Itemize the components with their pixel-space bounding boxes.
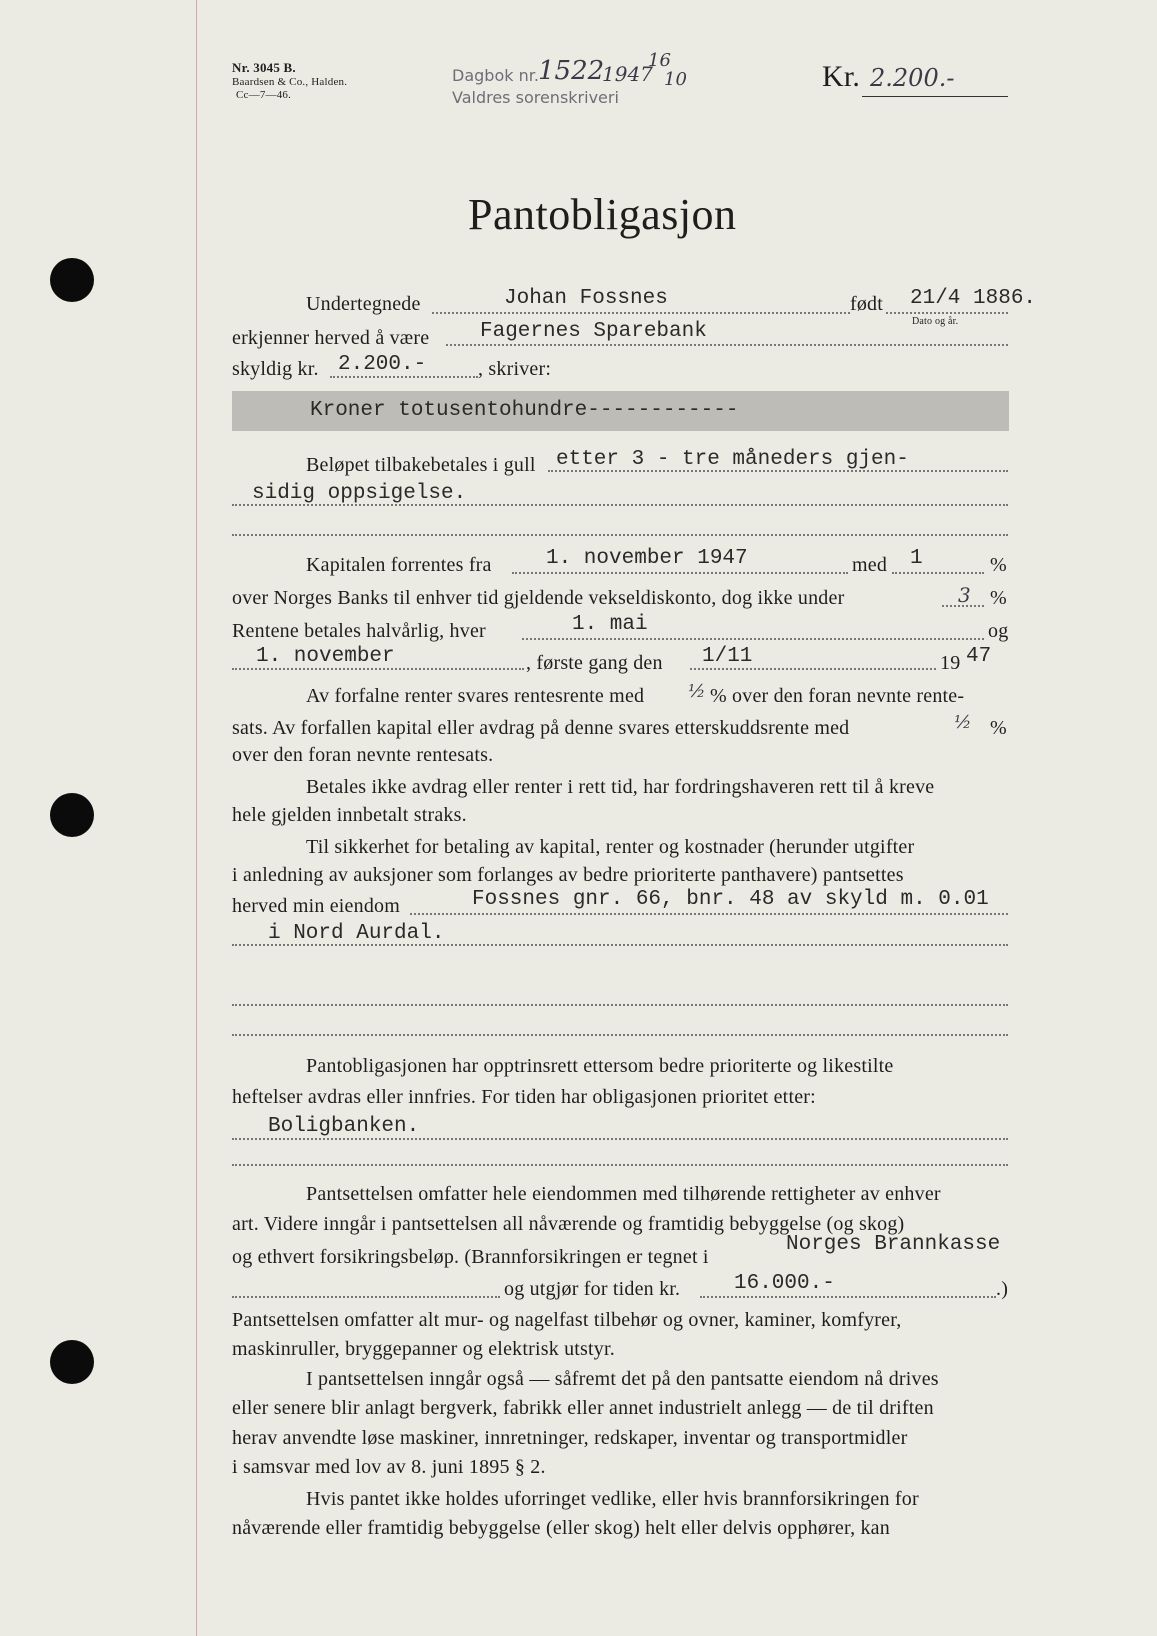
margin-line <box>196 0 197 1636</box>
body-text: Betales ikke avdrag eller renter i rett tid, har fordringshaveren rett til å kreve <box>306 776 935 798</box>
dotted-line <box>232 534 1008 536</box>
document-title: Pantobligasjon <box>468 190 737 239</box>
body-text: I pantsettelsen inngår også — såfremt det på den pantsatte eiendom nå drives <box>306 1368 939 1390</box>
repayment-line1: etter 3 - tre måneders gjen- <box>556 448 909 471</box>
repayment-line2: sidig oppsigelse. <box>252 482 467 505</box>
body-text: Pantsettelsen omfatter hele eiendommen med tilhørende rettigheter av enhver <box>306 1183 941 1205</box>
amount-suffix: , skriver: <box>478 358 552 380</box>
dagbok-year: 1947 <box>602 62 653 86</box>
dotted-line <box>232 944 1008 946</box>
body-text: herav anvendte løse maskiner, innretninger, redskaper, inventar og transportmidler <box>232 1427 908 1449</box>
debtor-name: Johan Fossnes <box>504 287 668 310</box>
body-text: Hvis pantet ikke holdes uforringet vedlike, eller hvis brannforsikringen for <box>306 1488 919 1510</box>
kr-underline <box>862 96 1008 97</box>
first-payment-label: , første gang den <box>526 652 663 674</box>
body-text: Pantobligasjonen har opptrinsrett ettersom bedre prioriterte og likestilte <box>306 1055 894 1077</box>
body-text: og utgjør for tiden kr. <box>504 1278 681 1300</box>
body-text: og ethvert forsikringsbeløp. (Brannforsikringen er tegnet i <box>232 1246 709 1268</box>
dotted-line <box>232 1164 1008 1166</box>
body-text: .) <box>996 1278 1009 1300</box>
dotted-line <box>232 1296 500 1298</box>
compound-rate: ½ <box>688 681 706 702</box>
med-label: med <box>852 554 888 576</box>
body-text: % <box>990 717 1007 739</box>
form-number: Nr. 3045 B. <box>232 60 296 75</box>
year-prefix: 19 <box>940 652 961 674</box>
body-text: i samsvar med lov av 8. juni 1895 § 2. <box>232 1456 546 1478</box>
min-rate: 3 <box>958 583 971 607</box>
body-text: eller senere blir anlagt bergverk, fabrikk eller annet industrielt anlegg — de til driften <box>232 1397 934 1419</box>
amount-value: 2.200.- <box>338 353 427 376</box>
body-text: % over den foran nevnte rente- <box>710 685 965 707</box>
creditor-name: Fagernes Sparebank <box>480 320 707 343</box>
dotted-line <box>232 668 524 670</box>
payment-date2: 1. november <box>256 645 395 668</box>
office-stamp: Valdres sorenskriveri <box>452 88 619 107</box>
body-text: art. Videre inngår i pantsettelsen all nåværende og framtidig bebyggelse (og skog) <box>232 1213 905 1235</box>
overdue-rate: ½ <box>954 712 972 733</box>
body-text: nåværende eller framtidig bebyggelse (eller skog) helt eller delvis opphører, kan <box>232 1517 890 1539</box>
date-numerator: 16 <box>648 50 671 71</box>
dotted-line <box>232 1034 1008 1036</box>
dotted-line <box>446 344 1008 346</box>
punch-hole <box>50 1340 94 1384</box>
property-description: Fossnes gnr. 66, bnr. 48 av skyld m. 0.01 <box>472 888 989 911</box>
interest-from: 1. november 1947 <box>546 547 748 570</box>
body-text: hele gjelden innbetalt straks. <box>232 804 467 826</box>
first-payment-date: 1/11 <box>702 645 753 668</box>
og-label: og <box>988 620 1009 642</box>
repayment-label: Beløpet tilbakebetales i gull <box>306 454 536 476</box>
body-text: over den foran nevnte rentesats. <box>232 744 494 766</box>
interest-line2: over Norges Banks til enhver tid gjeldende vekseldiskonto, dog ikke under <box>232 587 845 609</box>
payment-date1: 1. mai <box>572 613 648 636</box>
percent-sign: % <box>990 554 1007 576</box>
body-text: Til sikkerhet for betaling av kapital, renter og kostnader (herunder utgifter <box>306 836 915 858</box>
body-text: herved min eiendom <box>232 895 400 917</box>
insurer-name: Norges Brannkasse <box>786 1233 1001 1256</box>
year-suffix: 47 <box>966 645 992 668</box>
debtor-label: Undertegnede <box>306 293 421 315</box>
body-text: i anledning av auksjoner som forlanges av bedre prioriterte panthavere) pantsettes <box>232 864 904 886</box>
kr-label: Kr. <box>822 60 861 93</box>
dotted-line <box>232 1004 1008 1006</box>
dotted-line <box>432 312 850 314</box>
dotted-line <box>690 668 936 670</box>
dotted-line <box>548 470 1008 472</box>
dotted-line <box>886 312 1008 314</box>
dagbok-label: Dagbok nr. <box>452 66 539 85</box>
dotted-line <box>522 638 984 640</box>
kr-amount: 2.200.- <box>870 64 955 92</box>
percent-sign: % <box>990 587 1007 609</box>
dagbok-number: 1522 <box>538 56 605 86</box>
print-code: Cc—7—46. <box>236 89 292 101</box>
dotted-line <box>700 1296 996 1298</box>
dotted-line <box>892 572 984 574</box>
dotted-line <box>410 913 1008 915</box>
property-municipality: i Nord Aurdal. <box>268 922 445 945</box>
amount-label: skyldig kr. <box>232 358 319 380</box>
born-date: 21/4 1886. <box>910 287 1037 310</box>
date-denominator: 10 <box>664 69 687 90</box>
body-text: Av forfalne renter svares rentesrente med <box>306 685 645 707</box>
punch-hole <box>50 258 94 302</box>
body-text: sats. Av forfallen kapital eller avdrag på denne svares etterskuddsrente med <box>232 717 850 739</box>
born-caption: Dato og år. <box>912 316 959 327</box>
interest-line3: Rentene betales halvårlig, hver <box>232 620 486 642</box>
insured-amount: 16.000.- <box>734 1272 835 1295</box>
body-text: maskinruller, bryggepanner og elektrisk utstyr. <box>232 1338 615 1360</box>
punch-hole <box>50 793 94 837</box>
body-text: Pantsettelsen omfatter alt mur- og nagelfast tilbehør og ovner, kaminer, komfyrer, <box>232 1309 902 1331</box>
dotted-line <box>330 376 478 378</box>
body-text: heftelser avdras eller innfries. For tiden har obligasjonen prioritet etter: <box>232 1086 816 1108</box>
amount-in-words: Kroner totusentohundre------------ <box>310 399 739 422</box>
born-label: født <box>850 293 884 315</box>
printer-name: Baardsen & Co., Halden. <box>232 76 348 88</box>
creditor-label: erkjenner herved å være <box>232 327 430 349</box>
interest-label: Kapitalen forrentes fra <box>306 554 492 576</box>
interest-rate: 1 <box>910 547 923 570</box>
priority-holder: Boligbanken. <box>268 1115 420 1138</box>
dotted-line <box>232 504 1008 506</box>
dotted-line <box>512 572 848 574</box>
dotted-line <box>232 1138 1008 1140</box>
